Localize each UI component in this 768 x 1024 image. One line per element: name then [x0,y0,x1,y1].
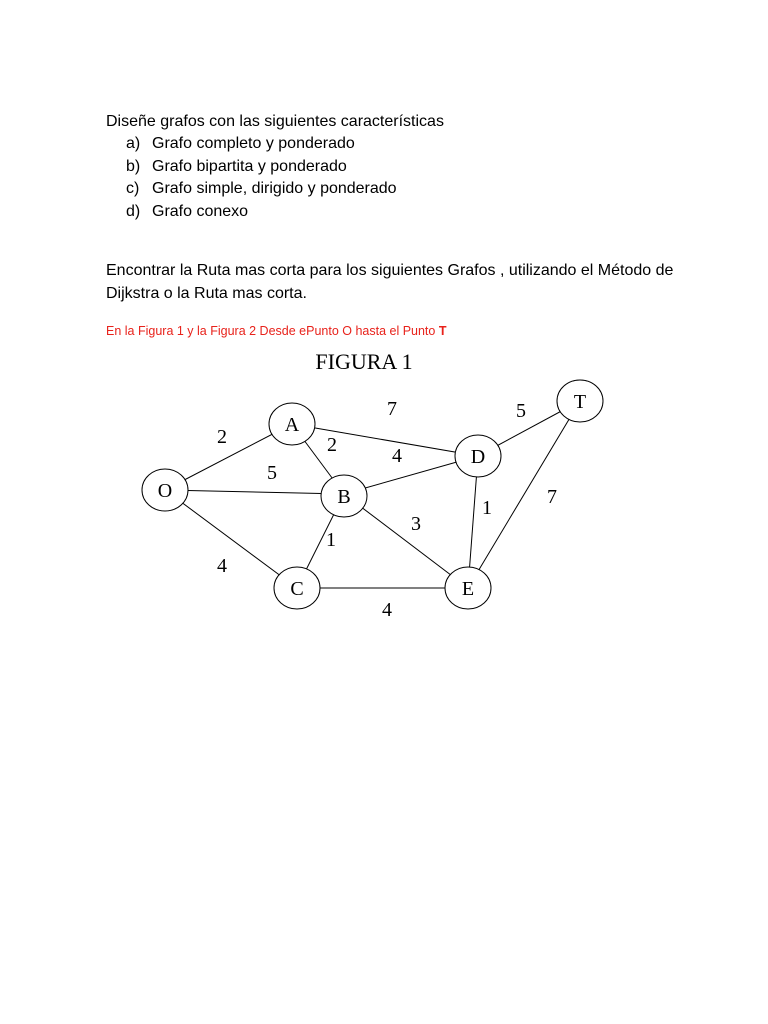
weight-o-c: 4 [217,555,227,577]
weight-b-e: 3 [411,513,421,535]
list-marker: a) [126,135,141,152]
node-a [269,403,315,445]
node-c [274,567,320,609]
weight-e-t: 7 [547,486,557,508]
weight-a-d: 7 [387,398,397,420]
node-b [321,475,367,517]
weight-b-c: 1 [326,529,336,551]
node-label: E [461,578,475,600]
weight-a-b: 2 [327,434,337,456]
node-label: D [470,446,486,468]
weight-b-d: 4 [392,445,402,467]
node-e [445,567,491,609]
figure-note-text: En la Figura 1 y la Figura 2 Desde ePunto O hasta el Punto [106,324,439,338]
list-item-text: Grafo completo y ponderado [152,135,355,152]
list-marker: d) [126,202,141,220]
weight-o-a: 2 [217,426,227,448]
node-label: T [573,391,587,413]
node-d [455,435,501,477]
node-label: O [157,480,173,502]
graph-nodes [142,380,603,609]
figure-note-target: T [438,324,447,338]
task-text: Encontrar la Ruta mas corta para los siguientes Grafos , utilizando el Método de Dijkstra o la Ruta mas corta. [106,262,674,302]
node-t [557,380,603,422]
list-marker: c) [126,180,140,197]
list-item-text: Grafo simple, dirigido y ponderado [152,180,397,197]
list-item-text: Grafo conexo [152,202,249,220]
figure-title: FIGURA 1 [315,349,413,374]
edge-e-t [468,401,580,588]
weight-c-e: 4 [382,599,392,621]
intro-text: Diseñe grafos con las siguientes características [106,113,444,130]
node-o [142,469,188,511]
list-marker: b) [126,157,141,175]
node-label: B [337,486,351,508]
list-item-text: Grafo bipartita y ponderado [152,157,347,175]
weight-d-e: 1 [482,497,492,519]
edge-o-b [165,490,344,494]
weight-o-b: 5 [267,462,277,484]
weight-d-t: 5 [516,400,526,422]
graph-edges [165,401,580,588]
node-label: A [284,414,300,436]
node-label: C [290,578,304,600]
edge-o-c [165,490,297,588]
edge-a-d [292,424,478,456]
